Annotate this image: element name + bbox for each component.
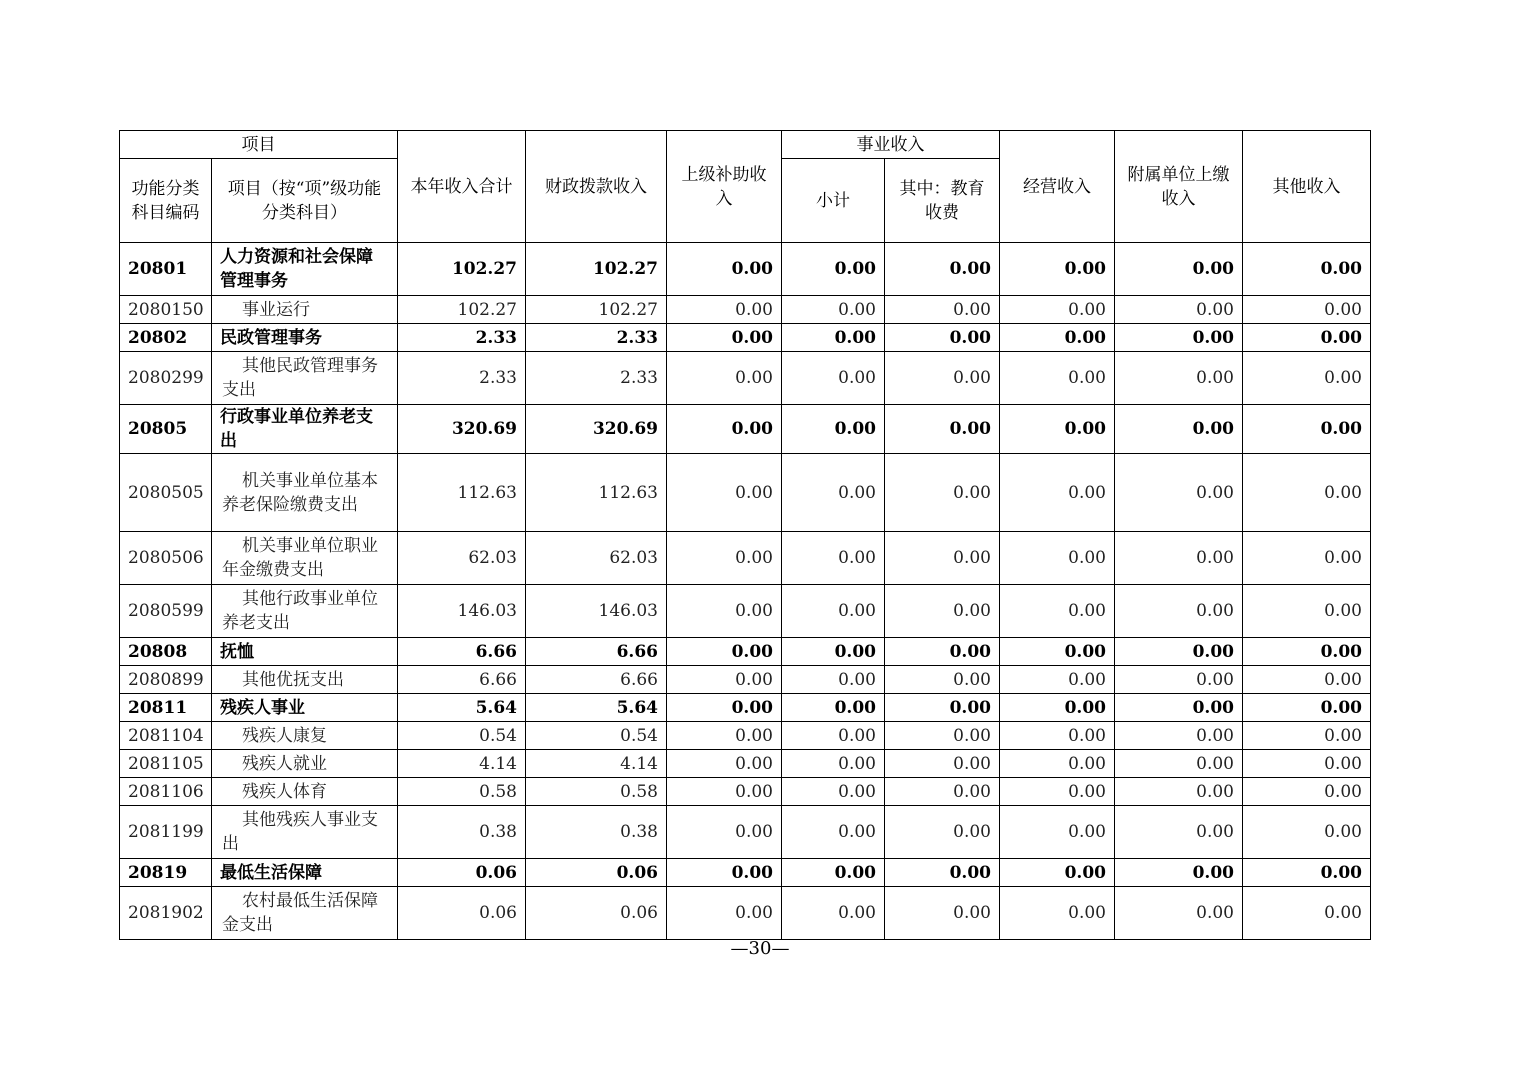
- cell-subtotal: 0.00: [782, 859, 885, 887]
- cell-total: 4.14: [398, 750, 526, 778]
- cell-code: 20811: [120, 694, 212, 722]
- header-func-code: 功能分类科目编码: [120, 159, 212, 243]
- cell-superior: 0.00: [667, 243, 782, 296]
- cell-fiscal: 112.63: [526, 454, 667, 532]
- cell-other: 0.00: [1243, 638, 1371, 666]
- cell-other: 0.00: [1243, 585, 1371, 638]
- cell-fiscal: 0.06: [526, 859, 667, 887]
- cell-operating: 0.00: [1000, 243, 1115, 296]
- cell-operating: 0.00: [1000, 352, 1115, 405]
- cell-fiscal: 5.64: [526, 694, 667, 722]
- header-other: 其他收入: [1243, 131, 1371, 243]
- cell-name: 其他行政事业单位养老支出: [212, 585, 398, 638]
- table-body: [120, 243, 1371, 940]
- cell-other: 0.00: [1243, 887, 1371, 940]
- cell-code: 2081105: [120, 750, 212, 778]
- cell-operating: 0.00: [1000, 324, 1115, 352]
- cell-total: 5.64: [398, 694, 526, 722]
- table-row: [120, 694, 1371, 722]
- cell-name: 残疾人康复: [212, 722, 398, 750]
- table-row: [120, 532, 1371, 585]
- cell-operating: 0.00: [1000, 750, 1115, 778]
- cell-fiscal: 62.03: [526, 532, 667, 585]
- cell-subtotal: 0.00: [782, 585, 885, 638]
- cell-code: 20801: [120, 243, 212, 296]
- cell-affiliated: 0.00: [1115, 859, 1243, 887]
- table-row: [120, 296, 1371, 324]
- table-row: [120, 806, 1371, 859]
- cell-subtotal: 0.00: [782, 454, 885, 532]
- cell-affiliated: 0.00: [1115, 887, 1243, 940]
- cell-edu: 0.00: [885, 405, 1000, 454]
- table-row: [120, 243, 1371, 296]
- cell-other: 0.00: [1243, 694, 1371, 722]
- cell-edu: 0.00: [885, 324, 1000, 352]
- cell-code: 2081199: [120, 806, 212, 859]
- cell-fiscal: 102.27: [526, 243, 667, 296]
- cell-name: 其他民政管理事务支出: [212, 352, 398, 405]
- cell-affiliated: 0.00: [1115, 454, 1243, 532]
- cell-code: 2080299: [120, 352, 212, 405]
- cell-subtotal: 0.00: [782, 694, 885, 722]
- cell-total: 102.27: [398, 296, 526, 324]
- cell-operating: 0.00: [1000, 405, 1115, 454]
- cell-affiliated: 0.00: [1115, 694, 1243, 722]
- cell-superior: 0.00: [667, 352, 782, 405]
- table-row: [120, 750, 1371, 778]
- cell-name: 机关事业单位职业年金缴费支出: [212, 532, 398, 585]
- cell-total: 0.06: [398, 859, 526, 887]
- cell-fiscal: 146.03: [526, 585, 667, 638]
- cell-name: 事业运行: [212, 296, 398, 324]
- cell-total: 0.54: [398, 722, 526, 750]
- cell-name: 行政事业单位养老支出: [212, 405, 398, 454]
- cell-subtotal: 0.00: [782, 296, 885, 324]
- cell-operating: 0.00: [1000, 887, 1115, 940]
- cell-superior: 0.00: [667, 778, 782, 806]
- table-row: [120, 405, 1371, 454]
- cell-superior: 0.00: [667, 585, 782, 638]
- cell-edu: 0.00: [885, 638, 1000, 666]
- header-project: 项目: [120, 131, 398, 159]
- header-subtotal: 小计: [782, 159, 885, 243]
- cell-total: 320.69: [398, 405, 526, 454]
- cell-superior: 0.00: [667, 887, 782, 940]
- header-superior: 上级补助收入: [667, 131, 782, 243]
- cell-subtotal: 0.00: [782, 324, 885, 352]
- cell-subtotal: 0.00: [782, 778, 885, 806]
- cell-operating: 0.00: [1000, 638, 1115, 666]
- table-row: [120, 859, 1371, 887]
- cell-edu: 0.00: [885, 666, 1000, 694]
- cell-total: 0.06: [398, 887, 526, 940]
- cell-other: 0.00: [1243, 750, 1371, 778]
- cell-code: 2081106: [120, 778, 212, 806]
- cell-total: 2.33: [398, 324, 526, 352]
- cell-operating: 0.00: [1000, 806, 1115, 859]
- cell-fiscal: 0.06: [526, 887, 667, 940]
- cell-edu: 0.00: [885, 352, 1000, 405]
- table-row: [120, 352, 1371, 405]
- cell-fiscal: 4.14: [526, 750, 667, 778]
- cell-subtotal: 0.00: [782, 750, 885, 778]
- cell-affiliated: 0.00: [1115, 585, 1243, 638]
- cell-superior: 0.00: [667, 694, 782, 722]
- cell-affiliated: 0.00: [1115, 806, 1243, 859]
- table-row: [120, 778, 1371, 806]
- cell-superior: 0.00: [667, 296, 782, 324]
- header-operating: 经营收入: [1000, 131, 1115, 243]
- cell-subtotal: 0.00: [782, 666, 885, 694]
- cell-code: 2080150: [120, 296, 212, 324]
- cell-total: 62.03: [398, 532, 526, 585]
- cell-other: 0.00: [1243, 454, 1371, 532]
- cell-code: 2080505: [120, 454, 212, 532]
- cell-operating: 0.00: [1000, 585, 1115, 638]
- cell-superior: 0.00: [667, 666, 782, 694]
- cell-operating: 0.00: [1000, 778, 1115, 806]
- cell-name: 残疾人体育: [212, 778, 398, 806]
- cell-subtotal: 0.00: [782, 806, 885, 859]
- cell-fiscal: 0.54: [526, 722, 667, 750]
- cell-superior: 0.00: [667, 750, 782, 778]
- cell-code: 2080506: [120, 532, 212, 585]
- cell-name: 人力资源和社会保障管理事务: [212, 243, 398, 296]
- cell-fiscal: 2.33: [526, 324, 667, 352]
- cell-affiliated: 0.00: [1115, 638, 1243, 666]
- cell-name: 残疾人事业: [212, 694, 398, 722]
- cell-superior: 0.00: [667, 859, 782, 887]
- cell-name: 其他残疾人事业支出: [212, 806, 398, 859]
- cell-operating: 0.00: [1000, 666, 1115, 694]
- cell-superior: 0.00: [667, 454, 782, 532]
- cell-subtotal: 0.00: [782, 638, 885, 666]
- cell-affiliated: 0.00: [1115, 324, 1243, 352]
- cell-name: 其他优抚支出: [212, 666, 398, 694]
- cell-other: 0.00: [1243, 532, 1371, 585]
- cell-superior: 0.00: [667, 638, 782, 666]
- cell-edu: 0.00: [885, 806, 1000, 859]
- cell-edu: 0.00: [885, 722, 1000, 750]
- cell-other: 0.00: [1243, 296, 1371, 324]
- cell-other: 0.00: [1243, 324, 1371, 352]
- cell-superior: 0.00: [667, 324, 782, 352]
- cell-total: 6.66: [398, 638, 526, 666]
- cell-subtotal: 0.00: [782, 532, 885, 585]
- cell-other: 0.00: [1243, 806, 1371, 859]
- cell-total: 2.33: [398, 352, 526, 405]
- cell-superior: 0.00: [667, 806, 782, 859]
- cell-subtotal: 0.00: [782, 352, 885, 405]
- cell-fiscal: 6.66: [526, 666, 667, 694]
- cell-operating: 0.00: [1000, 694, 1115, 722]
- cell-edu: 0.00: [885, 243, 1000, 296]
- cell-code: 20802: [120, 324, 212, 352]
- cell-operating: 0.00: [1000, 532, 1115, 585]
- cell-edu: 0.00: [885, 694, 1000, 722]
- cell-other: 0.00: [1243, 666, 1371, 694]
- header-item-name: 项目（按“项”级功能分类科目）: [212, 159, 398, 243]
- header-affiliated: 附属单位上缴收入: [1115, 131, 1243, 243]
- cell-other: 0.00: [1243, 243, 1371, 296]
- cell-superior: 0.00: [667, 405, 782, 454]
- cell-other: 0.00: [1243, 352, 1371, 405]
- cell-other: 0.00: [1243, 405, 1371, 454]
- cell-code: 20819: [120, 859, 212, 887]
- table-row: [120, 454, 1371, 532]
- cell-edu: 0.00: [885, 585, 1000, 638]
- cell-total: 0.38: [398, 806, 526, 859]
- cell-fiscal: 0.58: [526, 778, 667, 806]
- table-row: [120, 585, 1371, 638]
- table-row: [120, 324, 1371, 352]
- cell-affiliated: 0.00: [1115, 778, 1243, 806]
- cell-fiscal: 102.27: [526, 296, 667, 324]
- cell-edu: 0.00: [885, 859, 1000, 887]
- cell-code: 2081902: [120, 887, 212, 940]
- cell-total: 6.66: [398, 666, 526, 694]
- cell-operating: 0.00: [1000, 454, 1115, 532]
- cell-affiliated: 0.00: [1115, 296, 1243, 324]
- cell-affiliated: 0.00: [1115, 243, 1243, 296]
- cell-superior: 0.00: [667, 532, 782, 585]
- cell-affiliated: 0.00: [1115, 532, 1243, 585]
- cell-code: 2080899: [120, 666, 212, 694]
- cell-superior: 0.00: [667, 722, 782, 750]
- budget-income-table: [119, 130, 1371, 940]
- cell-affiliated: 0.00: [1115, 666, 1243, 694]
- cell-edu: 0.00: [885, 296, 1000, 324]
- cell-edu: 0.00: [885, 454, 1000, 532]
- header-shiye: 事业收入: [782, 131, 1000, 159]
- cell-edu: 0.00: [885, 532, 1000, 585]
- cell-total: 112.63: [398, 454, 526, 532]
- header-edu-fee: 其中：教育收费: [885, 159, 1000, 243]
- cell-subtotal: 0.00: [782, 243, 885, 296]
- cell-other: 0.00: [1243, 778, 1371, 806]
- cell-subtotal: 0.00: [782, 887, 885, 940]
- cell-fiscal: 2.33: [526, 352, 667, 405]
- cell-fiscal: 6.66: [526, 638, 667, 666]
- cell-affiliated: 0.00: [1115, 352, 1243, 405]
- cell-fiscal: 320.69: [526, 405, 667, 454]
- cell-subtotal: 0.00: [782, 405, 885, 454]
- cell-name: 机关事业单位基本养老保险缴费支出: [212, 454, 398, 532]
- cell-operating: 0.00: [1000, 296, 1115, 324]
- cell-code: 2080599: [120, 585, 212, 638]
- cell-total: 146.03: [398, 585, 526, 638]
- cell-operating: 0.00: [1000, 722, 1115, 750]
- cell-affiliated: 0.00: [1115, 722, 1243, 750]
- cell-total: 102.27: [398, 243, 526, 296]
- cell-total: 0.58: [398, 778, 526, 806]
- cell-edu: 0.00: [885, 750, 1000, 778]
- cell-name: 抚恤: [212, 638, 398, 666]
- table-row: [120, 887, 1371, 940]
- cell-edu: 0.00: [885, 887, 1000, 940]
- cell-code: 20805: [120, 405, 212, 454]
- cell-name: 最低生活保障: [212, 859, 398, 887]
- cell-other: 0.00: [1243, 722, 1371, 750]
- cell-fiscal: 0.38: [526, 806, 667, 859]
- cell-code: 2081104: [120, 722, 212, 750]
- table-row: [120, 638, 1371, 666]
- cell-operating: 0.00: [1000, 859, 1115, 887]
- cell-affiliated: 0.00: [1115, 750, 1243, 778]
- table-row: [120, 666, 1371, 694]
- table-row: [120, 722, 1371, 750]
- cell-edu: 0.00: [885, 778, 1000, 806]
- cell-affiliated: 0.00: [1115, 405, 1243, 454]
- cell-name: 残疾人就业: [212, 750, 398, 778]
- header-fiscal: 财政拨款收入: [526, 131, 667, 243]
- cell-other: 0.00: [1243, 859, 1371, 887]
- header-total: 本年收入合计: [398, 131, 526, 243]
- cell-name: 农村最低生活保障金支出: [212, 887, 398, 940]
- cell-code: 20808: [120, 638, 212, 666]
- cell-subtotal: 0.00: [782, 722, 885, 750]
- cell-name: 民政管理事务: [212, 324, 398, 352]
- page-number: —30—: [730, 938, 790, 959]
